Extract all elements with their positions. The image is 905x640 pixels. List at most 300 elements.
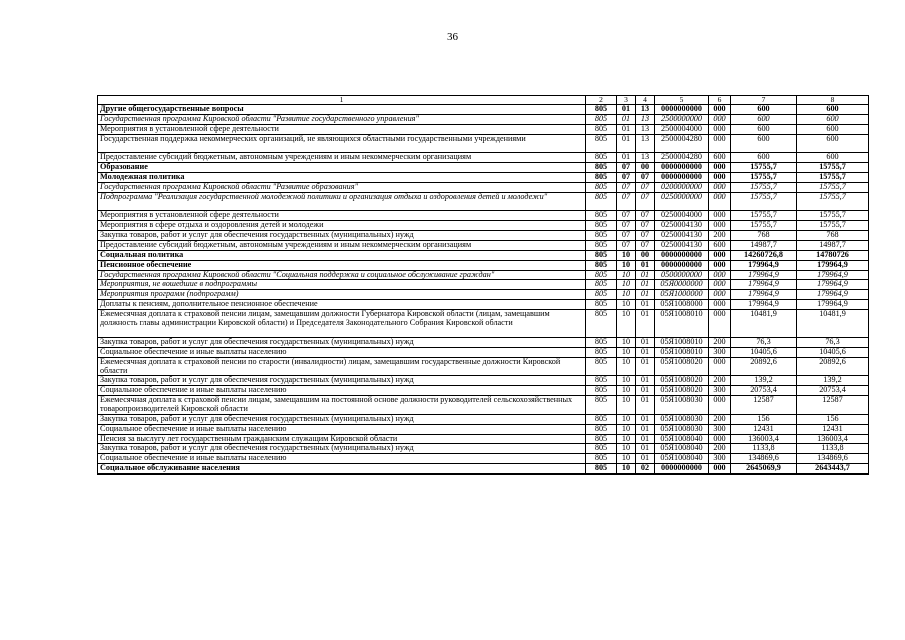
cell-razdel: 10	[617, 376, 636, 386]
table-row	[98, 260, 869, 270]
cell-podrazdel: 13	[636, 115, 655, 125]
cell-vr: 600	[709, 240, 731, 250]
cell-vr: 300	[709, 424, 731, 434]
cell-razdel: 01	[617, 153, 636, 163]
cell-sum2: 15755,7	[797, 183, 869, 193]
cell-sum2: 2643443,7	[797, 464, 869, 474]
cell-name: Ежемесячная доплата к страховой пенсии лицам, замещавшим должности Губернатора Кировской области (лицам, замещавшим должность главы администрации Кировской области) и Председателя Законодательного Собрания Кировской области	[98, 310, 586, 338]
cell-csr: 2500004280	[655, 134, 709, 153]
cell-name: Мероприятия, не вошедшие в подпрограммы	[98, 280, 586, 290]
cell-name: Предоставление субсидий бюджетным, автономным учреждениям и иным некоммерческим организациям	[98, 153, 586, 163]
cell-sum1: 2645069,9	[731, 464, 797, 474]
cell-sum2: 600	[797, 115, 869, 125]
cell-podrazdel: 01	[636, 454, 655, 464]
cell-podrazdel: 00	[636, 250, 655, 260]
cell-podrazdel: 01	[636, 338, 655, 348]
cell-vr: 000	[709, 183, 731, 193]
cell-podrazdel: 01	[636, 270, 655, 280]
cell-sum1: 600	[731, 153, 797, 163]
cell-ved: 805	[586, 414, 617, 424]
table-row	[98, 280, 869, 290]
column-header-6: 6	[709, 96, 731, 105]
cell-vr: 000	[709, 270, 731, 280]
cell-sum2: 179964,9	[797, 280, 869, 290]
cell-sum1: 20753,4	[731, 386, 797, 396]
cell-sum2: 600	[797, 105, 869, 115]
cell-razdel: 10	[617, 444, 636, 454]
cell-ved: 805	[586, 444, 617, 454]
cell-sum1: 1133,8	[731, 444, 797, 454]
table-row	[98, 310, 869, 338]
cell-razdel: 10	[617, 338, 636, 348]
cell-razdel: 01	[617, 134, 636, 153]
cell-vr: 000	[709, 163, 731, 173]
table-row	[98, 192, 869, 211]
cell-name: Закупка товаров, работ и услуг для обеспечения государственных (муниципальных) нужд	[98, 444, 586, 454]
cell-sum2: 20753,4	[797, 386, 869, 396]
cell-vr: 000	[709, 434, 731, 444]
cell-razdel: 10	[617, 464, 636, 474]
cell-name: Подпрограмма "Реализация государственной молодежной политики и организация отдыха и оздоровления детей и молодежи"	[98, 192, 586, 211]
cell-vr: 000	[709, 300, 731, 310]
table-row	[98, 134, 869, 153]
table-row	[98, 270, 869, 280]
cell-razdel: 07	[617, 221, 636, 231]
cell-podrazdel: 07	[636, 211, 655, 221]
cell-vr: 200	[709, 414, 731, 424]
cell-razdel: 10	[617, 250, 636, 260]
cell-podrazdel: 01	[636, 290, 655, 300]
cell-csr: 05Я0000000	[655, 280, 709, 290]
cell-sum2: 136003,4	[797, 434, 869, 444]
cell-csr: 05Я1008030	[655, 414, 709, 424]
cell-sum2: 600	[797, 153, 869, 163]
cell-podrazdel: 01	[636, 357, 655, 376]
cell-vr: 000	[709, 192, 731, 211]
cell-podrazdel: 07	[636, 192, 655, 211]
cell-ved: 805	[586, 125, 617, 135]
cell-razdel: 07	[617, 173, 636, 183]
cell-ved: 805	[586, 192, 617, 211]
cell-csr: 05Я1008010	[655, 347, 709, 357]
cell-sum1: 15755,7	[731, 221, 797, 231]
cell-vr: 200	[709, 444, 731, 454]
cell-razdel: 10	[617, 290, 636, 300]
cell-name: Молодежная политика	[98, 173, 586, 183]
cell-csr: 05Я1008010	[655, 310, 709, 338]
cell-sum2: 15755,7	[797, 211, 869, 221]
table-header-row	[98, 96, 869, 105]
cell-podrazdel: 13	[636, 125, 655, 135]
table-row	[98, 434, 869, 444]
cell-razdel: 01	[617, 115, 636, 125]
cell-sum2: 600	[797, 134, 869, 153]
cell-ved: 805	[586, 270, 617, 280]
cell-ved: 805	[586, 240, 617, 250]
cell-csr: 0000000000	[655, 250, 709, 260]
cell-razdel: 10	[617, 386, 636, 396]
cell-name: Мероприятия в установленной сфере деятельности	[98, 125, 586, 135]
cell-vr: 000	[709, 125, 731, 135]
table-row	[98, 250, 869, 260]
cell-name: Предоставление субсидий бюджетным, автономным учреждениям и иным некоммерческим организациям	[98, 240, 586, 250]
cell-csr: 0000000000	[655, 464, 709, 474]
cell-sum1: 139,2	[731, 376, 797, 386]
table-row	[98, 163, 869, 173]
cell-razdel: 10	[617, 414, 636, 424]
cell-podrazdel: 01	[636, 310, 655, 338]
table-row	[98, 338, 869, 348]
cell-podrazdel: 01	[636, 424, 655, 434]
cell-name: Государственная программа Кировской области "Развитие государственного управления"	[98, 115, 586, 125]
cell-razdel: 10	[617, 300, 636, 310]
column-header-5: 5	[655, 96, 709, 105]
cell-vr: 200	[709, 231, 731, 241]
cell-vr: 300	[709, 347, 731, 357]
cell-sum2: 20892,6	[797, 357, 869, 376]
cell-sum1: 15755,7	[731, 211, 797, 221]
cell-name: Государственная поддержка некоммерческих организаций, не являющихся областными государственными учреждениями	[98, 134, 586, 153]
cell-csr: 05Я1008040	[655, 454, 709, 464]
cell-sum1: 20892,6	[731, 357, 797, 376]
cell-csr: 0500000000	[655, 270, 709, 280]
cell-ved: 805	[586, 250, 617, 260]
table-row	[98, 173, 869, 183]
cell-sum2: 76,3	[797, 338, 869, 348]
cell-razdel: 10	[617, 424, 636, 434]
cell-vr: 000	[709, 260, 731, 270]
cell-name: Закупка товаров, работ и услуг для обеспечения государственных (муниципальных) нужд	[98, 231, 586, 241]
cell-razdel: 07	[617, 240, 636, 250]
cell-name: Доплаты к пенсиям, дополнительное пенсионное обеспечение	[98, 300, 586, 310]
cell-vr: 000	[709, 396, 731, 415]
cell-sum1: 179964,9	[731, 270, 797, 280]
cell-vr: 000	[709, 290, 731, 300]
cell-name: Социальное обслуживание населения	[98, 464, 586, 474]
cell-name: Пенсия за выслугу лет государственным гражданским служащим Кировской области	[98, 434, 586, 444]
table-row	[98, 376, 869, 386]
cell-razdel: 07	[617, 192, 636, 211]
cell-name: Закупка товаров, работ и услуг для обеспечения государственных (муниципальных) нужд	[98, 414, 586, 424]
cell-razdel: 07	[617, 163, 636, 173]
cell-ved: 805	[586, 221, 617, 231]
cell-csr: 2500000000	[655, 115, 709, 125]
column-header-7: 7	[731, 96, 797, 105]
cell-ved: 805	[586, 290, 617, 300]
cell-name: Социальное обеспечение и иные выплаты населению	[98, 454, 586, 464]
cell-name: Социальное обеспечение и иные выплаты населению	[98, 424, 586, 434]
cell-ved: 805	[586, 347, 617, 357]
cell-ved: 805	[586, 376, 617, 386]
table-row	[98, 153, 869, 163]
cell-ved: 805	[586, 464, 617, 474]
cell-sum1: 15755,7	[731, 183, 797, 193]
cell-csr: 0250004130	[655, 231, 709, 241]
cell-sum2: 15755,7	[797, 163, 869, 173]
cell-podrazdel: 01	[636, 414, 655, 424]
cell-vr: 000	[709, 105, 731, 115]
cell-csr: 0200000000	[655, 183, 709, 193]
table-row	[98, 125, 869, 135]
cell-podrazdel: 01	[636, 434, 655, 444]
cell-name: Ежемесячная доплата к страховой пенсии лицам, замещавшим на постоянной основе должности руководителей сельскохозяйственных товаропроизводителей Кировской области	[98, 396, 586, 415]
table-row	[98, 444, 869, 454]
cell-vr: 000	[709, 250, 731, 260]
cell-csr: 05Я1008020	[655, 376, 709, 386]
table-row	[98, 290, 869, 300]
table-row	[98, 221, 869, 231]
cell-ved: 805	[586, 338, 617, 348]
cell-vr: 000	[709, 280, 731, 290]
cell-ved: 805	[586, 260, 617, 270]
column-header-8: 8	[797, 96, 869, 105]
cell-sum2: 179964,9	[797, 270, 869, 280]
cell-sum2: 15755,7	[797, 173, 869, 183]
cell-name: Мероприятия в установленной сфере деятельности	[98, 211, 586, 221]
cell-vr: 300	[709, 386, 731, 396]
column-header-4: 4	[636, 96, 655, 105]
cell-podrazdel: 13	[636, 153, 655, 163]
cell-name: Образование	[98, 163, 586, 173]
cell-podrazdel: 02	[636, 464, 655, 474]
table-row	[98, 347, 869, 357]
cell-name: Государственная программа Кировской области "Социальная поддержка и социальное обслуживание граждан"	[98, 270, 586, 280]
cell-sum2: 179964,9	[797, 300, 869, 310]
cell-ved: 805	[586, 105, 617, 115]
cell-sum1: 768	[731, 231, 797, 241]
cell-vr: 000	[709, 173, 731, 183]
cell-podrazdel: 07	[636, 240, 655, 250]
cell-razdel: 10	[617, 280, 636, 290]
cell-podrazdel: 01	[636, 386, 655, 396]
cell-sum1: 15755,7	[731, 173, 797, 183]
table-row	[98, 211, 869, 221]
cell-ved: 805	[586, 115, 617, 125]
table-row	[98, 115, 869, 125]
table-row	[98, 183, 869, 193]
table-row	[98, 300, 869, 310]
cell-name: Социальное обеспечение и иные выплаты населению	[98, 386, 586, 396]
cell-razdel: 01	[617, 105, 636, 115]
cell-sum2: 600	[797, 125, 869, 135]
cell-csr: 0000000000	[655, 260, 709, 270]
cell-vr: 200	[709, 338, 731, 348]
cell-sum2: 15755,7	[797, 192, 869, 211]
cell-razdel: 10	[617, 396, 636, 415]
cell-vr: 000	[709, 134, 731, 153]
cell-razdel: 01	[617, 125, 636, 135]
cell-razdel: 07	[617, 183, 636, 193]
cell-name: Закупка товаров, работ и услуг для обеспечения государственных (муниципальных) нужд	[98, 376, 586, 386]
cell-vr: 600	[709, 153, 731, 163]
cell-podrazdel: 01	[636, 347, 655, 357]
cell-podrazdel: 07	[636, 183, 655, 193]
cell-ved: 805	[586, 183, 617, 193]
cell-sum1: 600	[731, 134, 797, 153]
cell-podrazdel: 01	[636, 300, 655, 310]
cell-podrazdel: 01	[636, 444, 655, 454]
column-header-3: 3	[617, 96, 636, 105]
cell-name: Социальное обеспечение и иные выплаты населению	[98, 347, 586, 357]
cell-ved: 805	[586, 396, 617, 415]
cell-sum1: 12431	[731, 424, 797, 434]
cell-sum1: 15755,7	[731, 192, 797, 211]
cell-sum1: 76,3	[731, 338, 797, 348]
cell-razdel: 10	[617, 357, 636, 376]
cell-sum2: 179964,9	[797, 290, 869, 300]
cell-sum1: 179964,9	[731, 260, 797, 270]
table-row	[98, 454, 869, 464]
cell-sum2: 179964,9	[797, 260, 869, 270]
cell-sum1: 15755,7	[731, 163, 797, 173]
table-row	[98, 464, 869, 474]
cell-ved: 805	[586, 300, 617, 310]
table-row	[98, 424, 869, 434]
cell-sum1: 600	[731, 115, 797, 125]
cell-vr: 000	[709, 221, 731, 231]
cell-name: Государственная программа Кировской области "Развитие образования"	[98, 183, 586, 193]
cell-csr: 0000000000	[655, 173, 709, 183]
cell-name: Закупка товаров, работ и услуг для обеспечения государственных (муниципальных) нужд	[98, 338, 586, 348]
table-row	[98, 357, 869, 376]
cell-ved: 805	[586, 424, 617, 434]
cell-ved: 805	[586, 134, 617, 153]
cell-podrazdel: 01	[636, 396, 655, 415]
cell-sum1: 179964,9	[731, 280, 797, 290]
cell-sum2: 134869,6	[797, 454, 869, 464]
cell-sum1: 12587	[731, 396, 797, 415]
table-row	[98, 105, 869, 115]
cell-ved: 805	[586, 454, 617, 464]
cell-sum2: 1133,8	[797, 444, 869, 454]
cell-ved: 805	[586, 153, 617, 163]
cell-ved: 805	[586, 211, 617, 221]
cell-ved: 805	[586, 231, 617, 241]
cell-sum1: 600	[731, 105, 797, 115]
cell-podrazdel: 01	[636, 280, 655, 290]
cell-sum1: 136003,4	[731, 434, 797, 444]
cell-csr: 2500004000	[655, 125, 709, 135]
cell-csr: 0250004000	[655, 211, 709, 221]
cell-csr: 0250004130	[655, 240, 709, 250]
cell-razdel: 10	[617, 347, 636, 357]
table-row	[98, 414, 869, 424]
cell-csr: 05Я1000000	[655, 290, 709, 300]
cell-ved: 805	[586, 434, 617, 444]
cell-podrazdel: 07	[636, 173, 655, 183]
cell-sum1: 600	[731, 125, 797, 135]
cell-podrazdel: 13	[636, 105, 655, 115]
budget-table	[97, 95, 869, 475]
cell-podrazdel: 01	[636, 260, 655, 270]
cell-vr: 000	[709, 115, 731, 125]
cell-sum2: 768	[797, 231, 869, 241]
cell-podrazdel: 07	[636, 221, 655, 231]
cell-ved: 805	[586, 357, 617, 376]
cell-csr: 05Я1008030	[655, 424, 709, 434]
column-header-1: 1	[98, 96, 586, 105]
cell-vr: 000	[709, 464, 731, 474]
cell-name: Другие общегосударственные вопросы	[98, 105, 586, 115]
cell-name: Пенсионное обеспечение	[98, 260, 586, 270]
cell-csr: 05Я1008010	[655, 338, 709, 348]
cell-vr: 300	[709, 454, 731, 464]
table-body	[98, 105, 869, 474]
cell-ved: 805	[586, 163, 617, 173]
cell-sum2: 10481,9	[797, 310, 869, 338]
cell-csr: 05Я1008020	[655, 386, 709, 396]
cell-sum2: 12587	[797, 396, 869, 415]
cell-sum1: 14987,7	[731, 240, 797, 250]
cell-podrazdel: 13	[636, 134, 655, 153]
cell-podrazdel: 07	[636, 231, 655, 241]
cell-sum2: 14780726	[797, 250, 869, 260]
table-row	[98, 386, 869, 396]
page-number: 36	[447, 31, 458, 43]
cell-podrazdel: 00	[636, 163, 655, 173]
cell-vr: 000	[709, 357, 731, 376]
cell-vr: 000	[709, 211, 731, 221]
cell-razdel: 07	[617, 211, 636, 221]
table-row	[98, 396, 869, 415]
cell-vr: 200	[709, 376, 731, 386]
cell-razdel: 10	[617, 260, 636, 270]
cell-razdel: 10	[617, 434, 636, 444]
cell-vr: 000	[709, 310, 731, 338]
cell-sum1: 179964,9	[731, 290, 797, 300]
cell-sum2: 12431	[797, 424, 869, 434]
cell-ved: 805	[586, 386, 617, 396]
cell-csr: 05Я1008040	[655, 434, 709, 444]
cell-ved: 805	[586, 280, 617, 290]
cell-csr: 0000000000	[655, 105, 709, 115]
cell-name: Мероприятия программ (подпрограмм)	[98, 290, 586, 300]
cell-name: Социальная политика	[98, 250, 586, 260]
cell-csr: 2500004280	[655, 153, 709, 163]
cell-csr: 05Я1008030	[655, 396, 709, 415]
cell-sum2: 139,2	[797, 376, 869, 386]
cell-csr: 0250004130	[655, 221, 709, 231]
table-row	[98, 240, 869, 250]
cell-sum2: 15755,7	[797, 221, 869, 231]
cell-podrazdel: 01	[636, 376, 655, 386]
cell-sum1: 14260726,8	[731, 250, 797, 260]
cell-csr: 0000000000	[655, 163, 709, 173]
cell-razdel: 10	[617, 454, 636, 464]
cell-sum2: 14987,7	[797, 240, 869, 250]
cell-sum1: 156	[731, 414, 797, 424]
cell-csr: 05Я1008020	[655, 357, 709, 376]
cell-name: Мероприятия в сфере отдыха и оздоровления детей и молодежи	[98, 221, 586, 231]
cell-razdel: 10	[617, 270, 636, 280]
cell-csr: 05Я1008040	[655, 444, 709, 454]
cell-razdel: 07	[617, 231, 636, 241]
cell-razdel: 10	[617, 310, 636, 338]
cell-ved: 805	[586, 310, 617, 338]
cell-name: Ежемесячная доплата к страховой пенсии по старости (инвалидности) лицам, замещавшим государственные должности Кировской области	[98, 357, 586, 376]
cell-sum2: 10405,6	[797, 347, 869, 357]
column-header-2: 2	[586, 96, 617, 105]
cell-ved: 805	[586, 173, 617, 183]
cell-sum1: 134869,6	[731, 454, 797, 464]
cell-sum2: 156	[797, 414, 869, 424]
cell-csr: 05Я1008000	[655, 300, 709, 310]
cell-sum1: 179964,9	[731, 300, 797, 310]
table-row	[98, 231, 869, 241]
cell-csr: 0250000000	[655, 192, 709, 211]
cell-sum1: 10405,6	[731, 347, 797, 357]
cell-sum1: 10481,9	[731, 310, 797, 338]
